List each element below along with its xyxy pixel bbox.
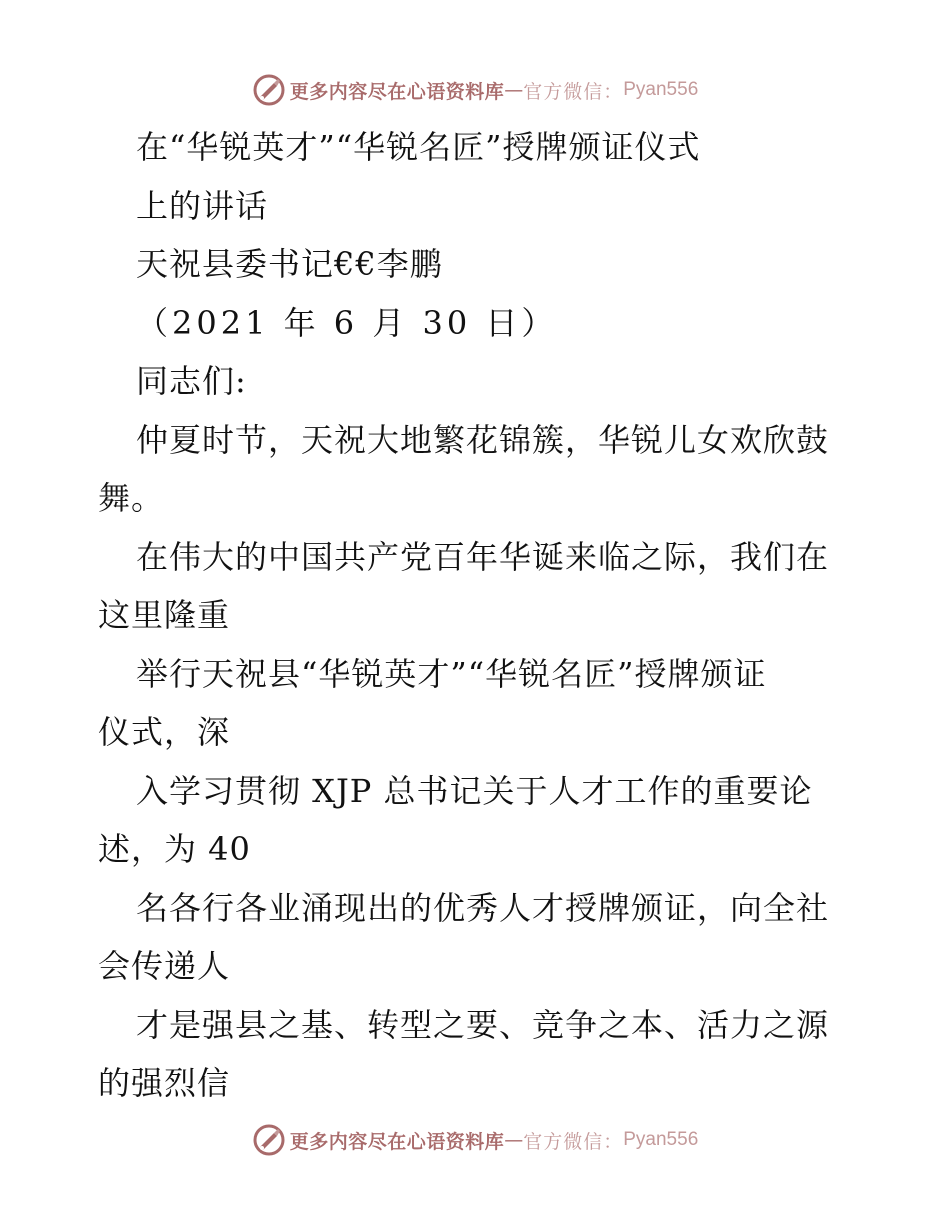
doc-line: 上的讲话 xyxy=(136,186,269,225)
watermark-contact-id: Pyan556 xyxy=(623,1129,699,1150)
watermark-dash: — xyxy=(504,79,524,101)
doc-line: 在“华锐英才”“华锐名匠”授牌颁证仪式 xyxy=(136,128,701,166)
watermark-contact-label: 官方微信： xyxy=(523,1130,624,1153)
doc-line: 这里隆重 xyxy=(98,596,231,634)
doc-date-line: （2021 年 6 月 30 日） xyxy=(136,303,558,342)
doc-line: 天祝县委书记€€李鹏 xyxy=(136,245,443,283)
document-body xyxy=(98,118,858,1113)
header-watermark xyxy=(0,70,950,110)
doc-line: 舞。 xyxy=(98,479,165,517)
doc-line: 会传递人 xyxy=(98,947,231,985)
watermark-contact-label: 官方微信： xyxy=(523,80,624,103)
doc-line: 的强烈信 xyxy=(98,1064,231,1102)
doc-line: 举行天祝县“华锐英才”“华锐名匠”授牌颁证 xyxy=(136,654,767,693)
watermark-brand: 更多内容尽在心语资料库 xyxy=(289,80,505,103)
pen-logo-icon xyxy=(252,1123,286,1157)
pen-logo-icon xyxy=(252,73,286,107)
doc-line: 仲夏时节，天祝大地繁花锦簇，华锐儿女欢欣鼓 xyxy=(136,420,830,459)
doc-line: 同志们: xyxy=(136,362,247,400)
doc-line: 在伟大的中国共产党百年华诞来临之际，我们在 xyxy=(136,537,830,576)
watermark-brand: 更多内容尽在心语资料库 xyxy=(289,1130,505,1153)
footer-watermark xyxy=(0,1120,950,1160)
doc-line: 入学习贯彻 XJP 总书记关于人才工作的重要论 xyxy=(136,771,813,810)
doc-line: 名各行各业涌现出的优秀人才授牌颁证，向全社 xyxy=(136,888,830,927)
doc-line: 述，为 40 xyxy=(98,830,251,868)
watermark-dash: — xyxy=(504,1129,524,1151)
watermark-contact-id: Pyan556 xyxy=(623,79,699,100)
doc-line: 仪式，深 xyxy=(98,713,231,751)
doc-line: 才是强县之基、转型之要、竞争之本、活力之源 xyxy=(136,1005,830,1044)
